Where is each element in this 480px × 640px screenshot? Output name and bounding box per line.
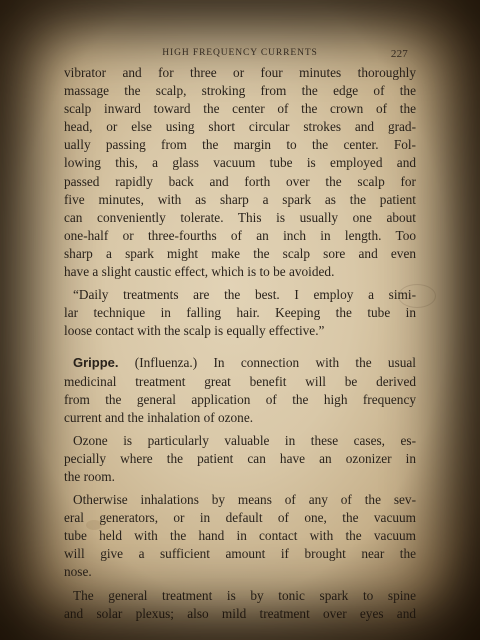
page-number: 227 xyxy=(390,48,408,60)
text-line: ually passing from the margin to the center. Fol- xyxy=(64,137,416,153)
text-line: will give a sufficient amount if brought near the xyxy=(64,546,416,562)
paragraph-general-treatment xyxy=(64,587,416,623)
text-line: The general treatment is by tonic spark to spine xyxy=(73,587,416,603)
paragraph-scalp-treatment xyxy=(64,64,416,281)
text-line: the room. xyxy=(64,468,115,484)
paragraph-grippe xyxy=(64,354,416,426)
text-line: lowing this, a glass vacuum tube is employed and xyxy=(64,155,416,171)
text-line: Ozone is particularly valuable in these cases, es- xyxy=(73,432,416,448)
text-line: lar technique in falling hair. Keeping the tube in xyxy=(64,305,416,321)
text-line-rest: (Influenza.) In connection with the usual xyxy=(118,355,416,371)
text-line: can conveniently tolerate. This is usually one about xyxy=(64,209,416,225)
text-line: sharp a spark might make the scalp sore and even xyxy=(64,245,416,261)
running-title: HIGH FREQUENCY CURRENTS xyxy=(162,48,318,58)
text-line: current and the inhalation of ozone. xyxy=(64,409,254,425)
text-line: nose. xyxy=(64,564,92,580)
text-line: from the general application of the high frequency xyxy=(64,391,416,407)
book-page xyxy=(64,44,416,623)
text-line: tube held with the hand in contact with the vacuum xyxy=(64,528,416,544)
text-line: eral generators, or in default of one, the vacuum xyxy=(64,510,416,526)
paragraph-inhalations xyxy=(64,491,416,581)
text-line: loose contact with the scalp is equally effective.” xyxy=(64,323,325,339)
text-line: Otherwise inhalations by means of any of the sev- xyxy=(73,492,416,508)
page-header xyxy=(64,44,416,64)
paragraph-quotation xyxy=(64,286,416,340)
text-line: one-half or three-fourths of an inch in length. Too xyxy=(64,227,416,243)
text-line: passed rapidly back and forth over the scalp for xyxy=(64,173,416,189)
text-line: scalp inward toward the center of the crown of the xyxy=(64,101,416,117)
paragraph-ozone xyxy=(64,432,416,486)
text-line: medicinal treatment great benefit will be derived xyxy=(64,373,416,389)
text-line: pecially where the patient can have an ozonizer in xyxy=(64,450,416,466)
text-line: vibrator and for three or four minutes thoroughly xyxy=(64,65,416,80)
text-line: and solar plexus; also mild treatment over eyes and xyxy=(64,605,416,621)
text-line: head, or else using short circular strokes and grad- xyxy=(64,119,416,135)
text-line: massage the scalp, stroking from the edge of the xyxy=(64,83,416,99)
text-line xyxy=(64,354,416,372)
text-line: have a slight caustic effect, which is to be avoided. xyxy=(64,264,335,280)
text-line: five minutes, with as sharp a spark as the patient xyxy=(64,191,416,207)
section-term: Grippe. xyxy=(73,355,119,371)
text-line: “Daily treatments are the best. I employ a simi- xyxy=(73,287,416,303)
